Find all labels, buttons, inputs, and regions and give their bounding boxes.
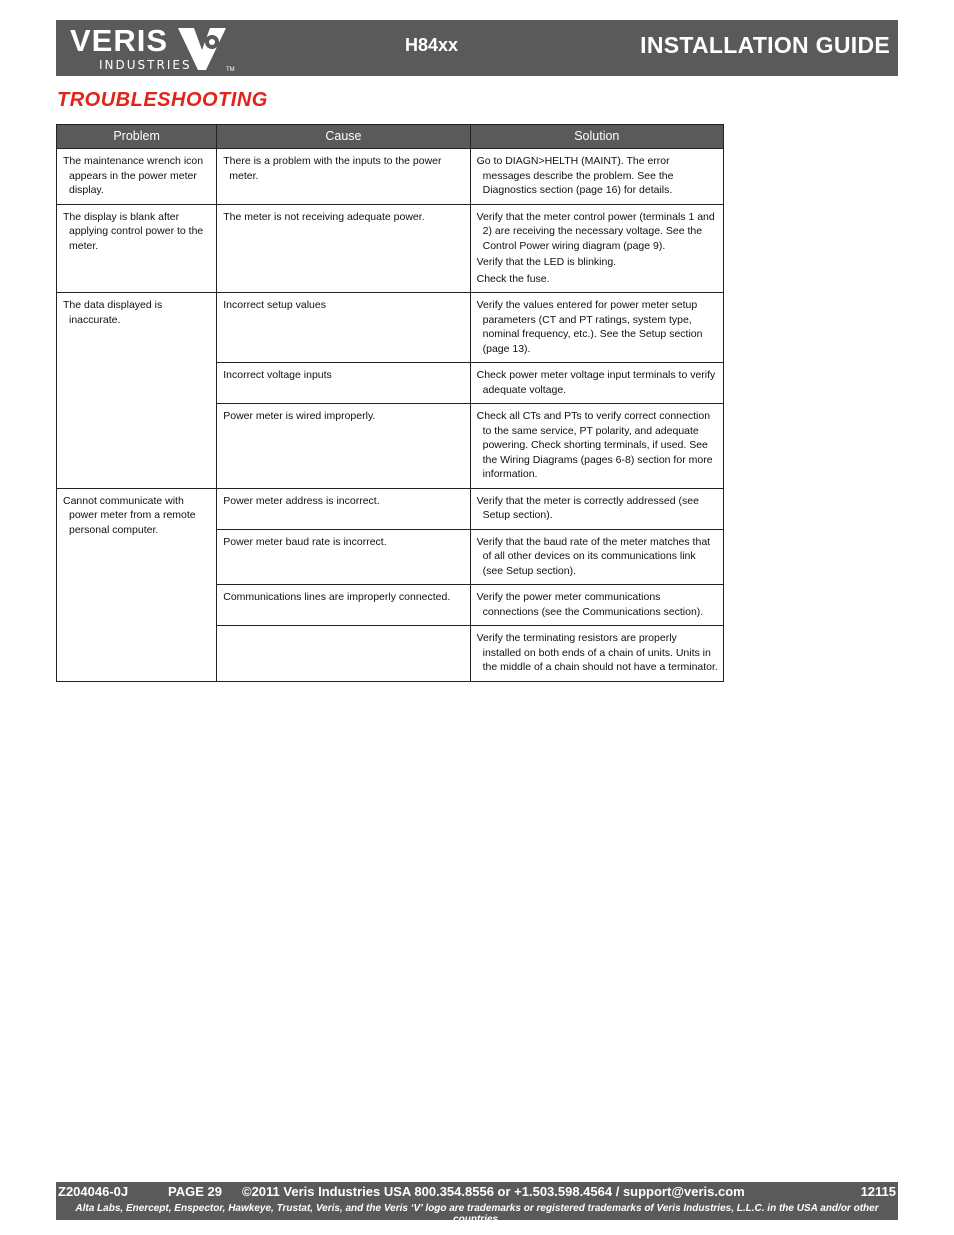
table-row bbox=[57, 149, 724, 205]
cause-cell bbox=[217, 363, 470, 404]
cause-text: Communications lines are improperly connected. bbox=[223, 591, 451, 603]
section-title: TROUBLESHOOTING bbox=[57, 89, 268, 111]
solution-text: Verify the terminating resistors are properly installed on both ends of a chain of units. Units in the middle of a chain should not have a terminator. bbox=[476, 632, 718, 673]
cause-cell bbox=[217, 488, 470, 529]
solution-cell bbox=[470, 204, 723, 293]
cause-cell bbox=[217, 149, 470, 205]
solution-text: Check the fuse. bbox=[476, 272, 550, 285]
solution-text: Go to DIAGN>HELTH (MAINT). The error messages describe the problem. See the Diagnostics section (page 16) for details. bbox=[476, 155, 674, 196]
cause-cell bbox=[217, 404, 470, 489]
solution-text: Verify the power meter communications connections (see the Communications section). bbox=[476, 591, 704, 618]
cause-text: There is a problem with the inputs to the power meter. bbox=[223, 155, 442, 182]
table-row bbox=[57, 204, 724, 293]
problem-text: Cannot communicate with power meter from a remote personal computer. bbox=[63, 494, 196, 536]
solution-cell bbox=[470, 404, 723, 489]
copyright-contact: ©2011 Veris Industries USA 800.354.8556 or +1.503.598.4564 / support@veris.com bbox=[242, 1184, 745, 1199]
cause-cell bbox=[217, 293, 470, 363]
solution-cell bbox=[470, 293, 723, 363]
problem-text: The display is blank after applying control power to the meter. bbox=[63, 210, 204, 252]
page-number: PAGE 29 bbox=[168, 1184, 222, 1199]
problem-text: The maintenance wrench icon appears in the power meter display. bbox=[63, 155, 204, 196]
header-cause: Cause bbox=[217, 125, 470, 149]
header-solution: Solution bbox=[470, 125, 723, 149]
solution-cell bbox=[470, 149, 723, 205]
solution-text: Verify that the LED is blinking. bbox=[476, 256, 617, 268]
problem-text: The data displayed is inaccurate. bbox=[63, 299, 163, 326]
table-header-row bbox=[57, 125, 724, 149]
solution-text: Verify the values entered for power meter setup parameters (CT and PT ratings, system type, nominal frequency, etc.). See the Setup section (page 13). bbox=[476, 299, 703, 355]
problem-cell bbox=[57, 204, 217, 293]
troubleshooting-table bbox=[56, 124, 724, 682]
solution-text: Verify that the meter is correctly addressed (see Setup section). bbox=[476, 494, 699, 521]
cause-text: Power meter is wired improperly. bbox=[223, 410, 376, 422]
solution-cell bbox=[470, 529, 723, 585]
solution-cell bbox=[470, 363, 723, 404]
logo-subtitle: INDUSTRIES bbox=[99, 58, 192, 72]
table-row bbox=[57, 293, 724, 363]
page-footer bbox=[56, 1182, 898, 1225]
solution-text: Verify that the meter control power (terminals 1 and 2) are receiving the necessary voltage. See the Control Power wiring diagram (page 9). bbox=[476, 210, 715, 252]
solution-cell bbox=[470, 626, 723, 682]
logo-trademark: TM bbox=[226, 67, 235, 73]
logo-wordmark: VERIS bbox=[70, 23, 169, 58]
cause-cell bbox=[217, 585, 470, 626]
cause-text: Power meter baud rate is incorrect. bbox=[223, 535, 387, 548]
cause-cell bbox=[217, 204, 470, 293]
document-number: Z204046-0J bbox=[58, 1184, 129, 1199]
cause-cell bbox=[217, 626, 470, 682]
solution-text: Check power meter voltage input terminals to verify adequate voltage. bbox=[476, 369, 716, 396]
header-problem: Problem bbox=[57, 125, 217, 149]
problem-cell bbox=[57, 293, 217, 489]
problem-cell bbox=[57, 488, 217, 681]
veris-logo bbox=[66, 24, 241, 74]
solution-text: Check all CTs and PTs to verify correct connection to the same service, PT polarity, and adequate powering. Check shorting terminals, if used. See the Wiring Diagrams (pages 6-8) section for more information. bbox=[476, 410, 713, 480]
solution-cell bbox=[470, 585, 723, 626]
guide-title: INSTALLATION GUIDE bbox=[640, 32, 890, 58]
trademark-notice: Alta Labs, Enercept, Enspector, Hawkeye, Trustat, Veris, and the Veris ‘V’ logo are trademarks or registered trademarks of Veris Industries, L.L.C. in the USA and/or other countries. bbox=[75, 1203, 879, 1225]
revision-code: 12115 bbox=[860, 1184, 896, 1199]
solution-text: Verify that the baud rate of the meter matches that of all other devices on its communications link (see Setup section). bbox=[476, 535, 711, 577]
page-header bbox=[56, 20, 898, 76]
table-row bbox=[57, 488, 724, 529]
cause-text: Incorrect voltage inputs bbox=[223, 369, 332, 381]
cause-text: Power meter address is incorrect. bbox=[223, 494, 380, 507]
cause-text: The meter is not receiving adequate power. bbox=[223, 210, 425, 223]
solution-cell bbox=[470, 488, 723, 529]
cause-cell bbox=[217, 529, 470, 585]
problem-cell bbox=[57, 149, 217, 205]
model-number: H84xx bbox=[405, 35, 459, 55]
cause-text: Incorrect setup values bbox=[223, 299, 326, 311]
